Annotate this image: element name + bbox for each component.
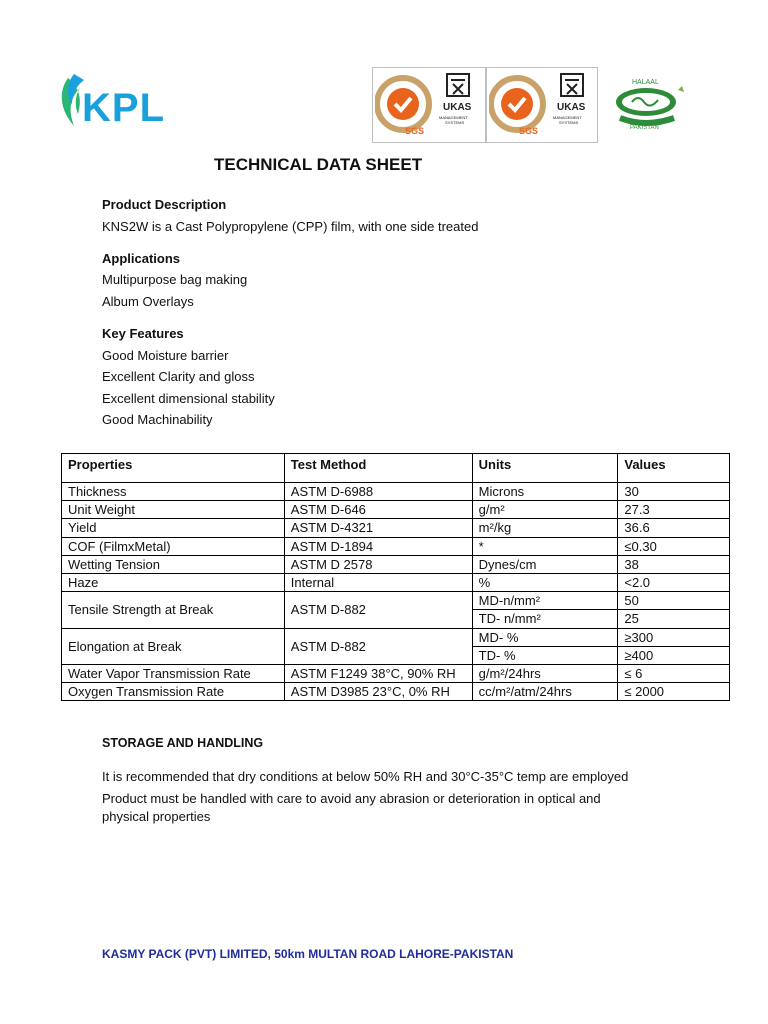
- applications-heading: Applications: [102, 251, 181, 266]
- table-cell: Tensile Strength at Break: [62, 592, 285, 628]
- table-row: [62, 664, 730, 682]
- application-item: Album Overlays: [102, 294, 194, 309]
- feature-item: Good Machinability: [102, 412, 213, 427]
- table-row: [62, 483, 730, 501]
- table-cell: Oxygen Transmission Rate: [62, 683, 285, 701]
- table-cell: %: [472, 573, 618, 591]
- table-cell: cc/m²/atm/24hrs: [472, 683, 618, 701]
- table-cell: 38: [618, 555, 730, 573]
- table-header-row: [62, 454, 730, 483]
- column-header: Test Method: [284, 454, 472, 483]
- svg-text:UKAS: UKAS: [557, 102, 586, 113]
- table-cell: ≤ 2000: [618, 683, 730, 701]
- svg-text:UKAS: UKAS: [443, 102, 472, 113]
- table-cell: MD-n/mm²: [472, 592, 618, 610]
- page-title: TECHNICAL DATA SHEET: [214, 155, 423, 174]
- sgs-iso-seal-icon: [375, 72, 435, 138]
- storage-heading: STORAGE AND HANDLING: [102, 736, 264, 750]
- column-header: Properties: [62, 454, 285, 483]
- table-cell: Yield: [62, 519, 285, 537]
- table-cell: 30: [618, 483, 730, 501]
- company-address-footer: KASMY PACK (PVT) LIMITED, 50km MULTAN ROAD LAHORE-PAKISTAN: [102, 947, 514, 961]
- table-cell: g/m²/24hrs: [472, 664, 618, 682]
- table-row: [62, 628, 730, 646]
- table-cell: Microns: [472, 483, 618, 501]
- application-item: Multipurpose bag making: [102, 272, 248, 287]
- table-cell: g/m²: [472, 501, 618, 519]
- storage-text: Product must be handled with care to avoid any abrasion or deterioration in optical and: [102, 791, 601, 806]
- table-cell: ≤ 6: [618, 664, 730, 682]
- column-header: Units: [472, 454, 618, 483]
- table-cell: Internal: [284, 573, 472, 591]
- table-cell: Unit Weight: [62, 501, 285, 519]
- table-cell: ASTM F1249 38°C, 90% RH: [284, 664, 472, 682]
- feature-item: Excellent dimensional stability: [102, 391, 275, 406]
- key-features-heading: Key Features: [102, 326, 184, 341]
- svg-text:MANAGEMENT: MANAGEMENT: [439, 115, 468, 120]
- table-cell: TD- n/mm²: [472, 610, 618, 628]
- table-row: [62, 519, 730, 537]
- halal-certification-icon: [608, 76, 688, 132]
- table-row: [62, 592, 730, 610]
- svg-text:SGS: SGS: [519, 126, 539, 136]
- table-row: [62, 501, 730, 519]
- table-cell: ASTM D-882: [284, 628, 472, 664]
- table-cell: 50: [618, 592, 730, 610]
- storage-text: It is recommended that dry conditions at below 50% RH and 30°C-35°C temp are employed: [102, 769, 629, 784]
- table-cell: ASTM D-1894: [284, 537, 472, 555]
- table-cell: ASTM D-4321: [284, 519, 472, 537]
- table-cell: Elongation at Break: [62, 628, 285, 664]
- table-cell: Water Vapor Transmission Rate: [62, 664, 285, 682]
- table-cell: COF (FilmxMetal): [62, 537, 285, 555]
- table-cell: MD- %: [472, 628, 618, 646]
- table-cell: ASTM D-6988: [284, 483, 472, 501]
- table-cell: 27.3: [618, 501, 730, 519]
- iso-9001-certificate: [372, 67, 486, 143]
- table-row: [62, 573, 730, 591]
- table-cell: TD- %: [472, 646, 618, 664]
- sgs-fssc-seal-icon: [489, 72, 549, 138]
- properties-table: [61, 453, 730, 701]
- feature-item: Excellent Clarity and gloss: [102, 369, 255, 384]
- svg-text:HALAAL: HALAAL: [632, 79, 659, 86]
- table-cell: m²/kg: [472, 519, 618, 537]
- fssc-22000-certificate: [486, 67, 598, 143]
- svg-text:SYSTEMS: SYSTEMS: [559, 120, 579, 125]
- table-cell: *: [472, 537, 618, 555]
- ukas-badge-icon: [437, 72, 481, 138]
- svg-text:MANAGEMENT: MANAGEMENT: [553, 115, 582, 120]
- feature-item: Good Moisture barrier: [102, 348, 229, 363]
- table-cell: ASTM D3985 23°C, 0% RH: [284, 683, 472, 701]
- table-cell: Dynes/cm: [472, 555, 618, 573]
- table-cell: <2.0: [618, 573, 730, 591]
- svg-text:SGS: SGS: [405, 126, 425, 136]
- storage-text: physical properties: [102, 809, 211, 824]
- table-row: [62, 555, 730, 573]
- table-cell: 36.6: [618, 519, 730, 537]
- table-cell: ≤0.30: [618, 537, 730, 555]
- brand-name: KPL: [82, 86, 165, 130]
- table-cell: ≥300: [618, 628, 730, 646]
- svg-text:SYSTEMS: SYSTEMS: [445, 120, 465, 125]
- table-cell: ASTM D 2578: [284, 555, 472, 573]
- product-description-text: KNS2W is a Cast Polypropylene (CPP) film, with one side treated: [102, 219, 479, 234]
- table-cell: Thickness: [62, 483, 285, 501]
- product-description-heading: Product Description: [102, 197, 227, 212]
- table-cell: ≥400: [618, 646, 730, 664]
- table-cell: 25: [618, 610, 730, 628]
- table-cell: ASTM D-882: [284, 592, 472, 628]
- column-header: Values: [618, 454, 730, 483]
- table-cell: Haze: [62, 573, 285, 591]
- ukas-badge-icon: [551, 72, 595, 138]
- table-row: [62, 537, 730, 555]
- table-row: [62, 683, 730, 701]
- table-cell: Wetting Tension: [62, 555, 285, 573]
- table-cell: ASTM D-646: [284, 501, 472, 519]
- svg-text:PAKISTAN: PAKISTAN: [630, 125, 659, 131]
